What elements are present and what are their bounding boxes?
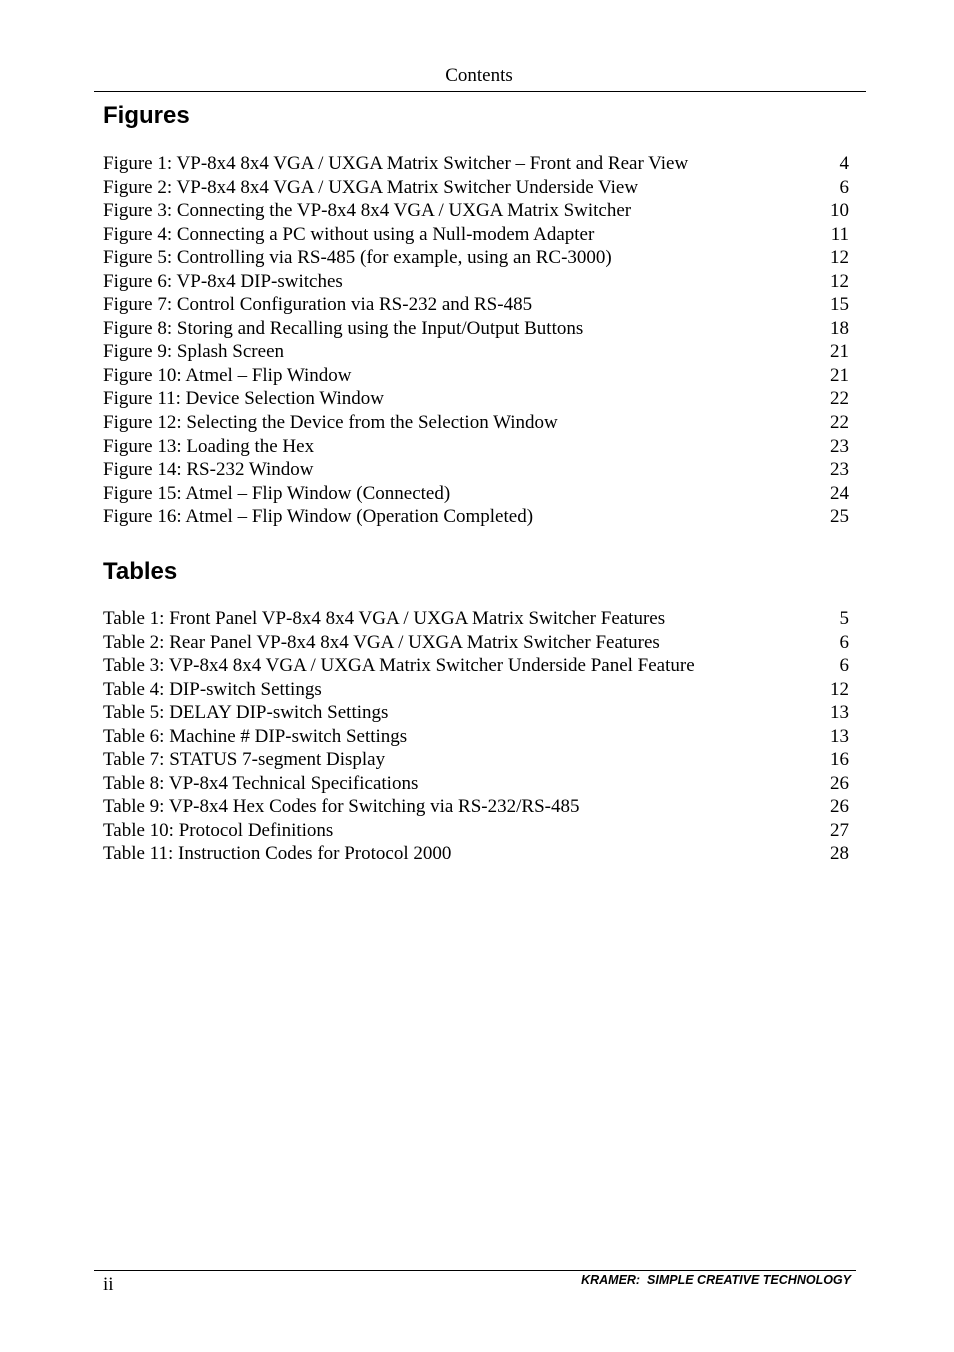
table-entry-page: 6	[839, 655, 849, 677]
table-entry-page: 13	[830, 702, 849, 724]
figure-entry-page: 21	[830, 364, 849, 386]
figure-entry-page: 23	[830, 459, 849, 481]
figure-entry-page: 25	[830, 506, 849, 528]
figure-entry-title: Figure 3: Connecting the VP-8x4 8x4 VGA / UXGA Matrix Switcher	[103, 200, 632, 222]
figure-entry[interactable]	[103, 199, 849, 223]
figures-heading: Figures	[103, 102, 190, 129]
figure-entry[interactable]	[103, 246, 849, 270]
table-entry[interactable]	[103, 842, 849, 866]
figure-entry-page: 23	[830, 435, 849, 457]
figure-entry[interactable]	[103, 317, 849, 341]
table-entry-title: Table 2: Rear Panel VP-8x4 8x4 VGA / UXGA Matrix Switcher Features	[103, 631, 660, 653]
figure-entry-page: 12	[830, 270, 849, 292]
table-entry-page: 16	[830, 749, 849, 771]
table-entry-page: 6	[839, 631, 849, 653]
figure-entry-title: Figure 9: Splash Screen	[103, 341, 285, 363]
figure-entry-page: 24	[830, 482, 849, 504]
table-entry-page: 12	[830, 678, 849, 700]
figure-entry[interactable]	[103, 176, 849, 200]
table-entry-title: Table 4: DIP-switch Settings	[103, 678, 322, 700]
figure-entry-title: Figure 16: Atmel – Flip Window (Operation Completed)	[103, 506, 534, 528]
tables-heading: Tables	[103, 558, 178, 585]
footer-page-number: ii	[103, 1274, 114, 1295]
figure-entry-title: Figure 11: Device Selection Window	[103, 388, 385, 410]
figure-entry[interactable]	[103, 223, 849, 247]
table-entry-title: Table 8: VP-8x4 Technical Specifications	[103, 772, 419, 794]
figure-entry[interactable]	[103, 293, 849, 317]
figure-entry-title: Figure 8: Storing and Recalling using the Input/Output Buttons	[103, 317, 584, 339]
figure-entry[interactable]	[103, 152, 849, 176]
table-entry[interactable]	[103, 678, 849, 702]
table-entry[interactable]	[103, 631, 849, 655]
figure-entry-page: 11	[830, 223, 849, 245]
table-entry-page: 28	[830, 843, 849, 865]
footer-brand: KRAMER: SIMPLE CREATIVE TECHNOLOGY	[581, 1273, 851, 1287]
table-entry-page: 5	[839, 608, 849, 629]
table-entry[interactable]	[103, 607, 849, 631]
footer-divider	[94, 1270, 856, 1271]
table-entry[interactable]	[103, 701, 849, 725]
table-entry[interactable]	[103, 725, 849, 749]
figure-entry-title: Figure 1: VP-8x4 8x4 VGA / UXGA Matrix Switcher – Front and Rear View	[103, 153, 689, 174]
table-entry-title: Table 6: Machine # DIP-switch Settings	[103, 725, 408, 747]
table-entry-title: Table 10: Protocol Definitions	[103, 819, 334, 841]
figure-entry-title: Figure 15: Atmel – Flip Window (Connected)	[103, 482, 451, 504]
table-entry-page: 13	[830, 725, 849, 747]
figure-entry[interactable]	[103, 270, 849, 294]
figure-entry-page: 6	[839, 176, 849, 198]
table-entry-page: 26	[830, 772, 849, 794]
figure-entry-title: Figure 7: Control Configuration via RS-232 and RS-485	[103, 294, 533, 316]
figure-entry-page: 21	[830, 341, 849, 363]
table-entry-page: 27	[830, 819, 849, 841]
figure-entry-page: 22	[830, 412, 849, 434]
figure-entry[interactable]	[103, 411, 849, 435]
table-entry[interactable]	[103, 795, 849, 819]
figure-entry-title: Figure 12: Selecting the Device from the Selection Window	[103, 412, 558, 434]
table-entry[interactable]	[103, 772, 849, 796]
figure-entry-title: Figure 6: VP-8x4 DIP-switches	[103, 270, 343, 292]
figure-entry-page: 15	[830, 294, 849, 316]
figure-entry[interactable]	[103, 364, 849, 388]
table-entry[interactable]	[103, 654, 849, 678]
figure-entry[interactable]	[103, 435, 849, 459]
figure-entry[interactable]	[103, 458, 849, 482]
table-entry-title: Table 3: VP-8x4 8x4 VGA / UXGA Matrix Switcher Underside Panel Feature	[103, 655, 695, 677]
figure-entry-page: 10	[830, 200, 849, 222]
table-entry-page: 26	[830, 796, 849, 818]
figure-entry[interactable]	[103, 340, 849, 364]
figure-entry-page: 18	[830, 317, 849, 339]
figure-entry-title: Figure 5: Controlling via RS-485 (for example, using an RC-3000)	[103, 247, 612, 269]
table-entry[interactable]	[103, 748, 849, 772]
table-entry-title: Table 5: DELAY DIP-switch Settings	[103, 702, 389, 724]
figure-entry-page: 12	[830, 247, 849, 269]
running-header: Contents	[445, 65, 513, 86]
table-entry-title: Table 1: Front Panel VP-8x4 8x4 VGA / UXGA Matrix Switcher Features	[103, 608, 666, 629]
table-entry-title: Table 11: Instruction Codes for Protocol 2000	[103, 843, 452, 865]
figure-entry[interactable]	[103, 482, 849, 506]
figures-list	[103, 152, 849, 529]
table-entry-title: Table 7: STATUS 7-segment Display	[103, 749, 386, 771]
figure-entry-page: 4	[839, 153, 849, 174]
figure-entry-title: Figure 10: Atmel – Flip Window	[103, 364, 352, 386]
table-entry[interactable]	[103, 819, 849, 843]
figure-entry[interactable]	[103, 387, 849, 411]
figure-entry[interactable]	[103, 505, 849, 529]
figure-entry-page: 22	[830, 388, 849, 410]
figure-entry-title: Figure 4: Connecting a PC without using a Null-modem Adapter	[103, 223, 595, 245]
figure-entry-title: Figure 14: RS-232 Window	[103, 459, 314, 481]
table-entry-title: Table 9: VP-8x4 Hex Codes for Switching via RS-232/RS-485	[103, 796, 580, 818]
tables-list	[103, 607, 849, 866]
figure-entry-title: Figure 2: VP-8x4 8x4 VGA / UXGA Matrix Switcher Underside View	[103, 176, 639, 198]
header-divider	[94, 91, 866, 92]
figure-entry-title: Figure 13: Loading the Hex	[103, 435, 315, 457]
